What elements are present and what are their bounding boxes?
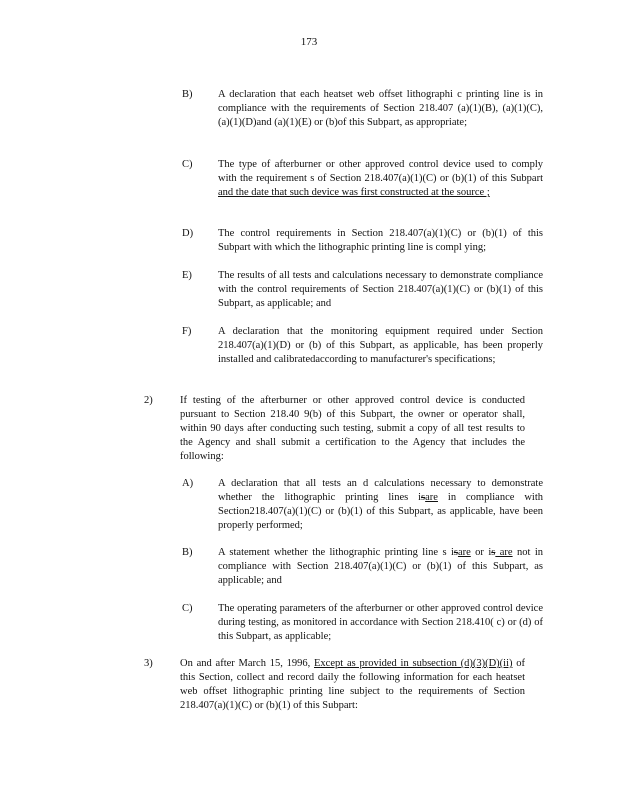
item-label: A): [182, 478, 194, 489]
deleted-text: s: [491, 547, 496, 558]
item-text: If testing of the afterburner or other approved control device is conducted pursuant to Section 218.40 9(b) of this Subpart, the owner or operator shall, within 90 days after conducting such testing, submit a copy of all test results to the Agency and shall submit a certification to the Agency that includes the following:: [180, 395, 525, 462]
item-label: C): [182, 603, 193, 614]
item-text: The results of all tests and calculations necessary to demonstrate compliance with the control requirements of Section 218.407(a)(1)(C) or (b)(1) of this Subpart, as applicable; and: [218, 270, 543, 309]
item-label: B): [182, 547, 193, 558]
inserted-text: and the date that such device was first constructed at the source ;: [218, 187, 490, 198]
item-text: [180, 657, 525, 713]
deleted-text: s: [453, 547, 458, 558]
item-text: [218, 158, 543, 200]
inserted-text: are: [457, 547, 471, 558]
item-text: A declaration that the monitoring equipment required under Section 218.407(a)(1)(D) or (b) of this Subpart, as applicable, has been properly installed and calibratedaccording to manufacturer's specifications;: [218, 326, 543, 365]
item-label: E): [182, 270, 192, 281]
item-label: C): [182, 159, 193, 170]
item-text-part: not in compliance with Section 218.407(a)(1)(C) or (b)(1) of this Subpart, as applicable; and: [218, 547, 543, 586]
item-text-part: of this Section, collect and record daily the following information for each heatset web offset lithographic printing line subject to the requirements of Section 218.407(a)(1)(C) or (b)(1) of this Subpart:: [180, 658, 526, 711]
item-text: [218, 477, 543, 533]
deleted-text: s: [421, 492, 426, 503]
item-text: [218, 546, 543, 588]
item-text: The operating parameters of the afterburner or other approved control device during testing, as monitored in accordance with Section 218.410( c) or (d) of this Subpart, as applicable;: [218, 603, 543, 642]
item-text-part: or i: [470, 547, 492, 558]
item-label: 2): [144, 395, 153, 406]
item-text-part: On and after March 15, 1996,: [180, 658, 315, 669]
item-text-part: A declaration that all tests an d calculations necessary to demonstrate whether the lithographic printing lines i: [218, 478, 543, 503]
item-text: A declaration that each heatset web offset lithographi c printing line is in compliance with the requirements of Section 218.407 (a)(1)(B), (a)(1)(C), (a)(1)(D)and (a)(1)(E) or (b)of this Subpart, as appropriate;: [218, 89, 543, 128]
inserted-text: are: [495, 547, 513, 558]
item-text: The control requirements in Section 218.407(a)(1)(C) or (b)(1) of this Subpart with which the lithographic printing line is compl ying;: [218, 228, 543, 253]
item-text-part: A statement whether the lithographic printing line s i: [218, 547, 454, 558]
inserted-text: are: [425, 492, 438, 503]
inserted-text: Except as provided in subsection (d)(3)(D)(ii): [314, 658, 513, 669]
item-label: F): [182, 326, 192, 337]
item-label: B): [182, 89, 193, 100]
item-label: 3): [144, 658, 153, 669]
item-text-part: in compliance with Section218.407(a)(1)(C) or (b)(1) of this Subpart, as applicable, have been properly performed;: [218, 492, 543, 531]
item-label: D): [182, 228, 194, 239]
item-text-part: The type of afterburner or other approved control device used to comply with the requirement s of Section 218.407(a)(1)(C) or (b)(1) of this Subpart: [218, 159, 543, 184]
page-number: 173: [300, 36, 318, 48]
